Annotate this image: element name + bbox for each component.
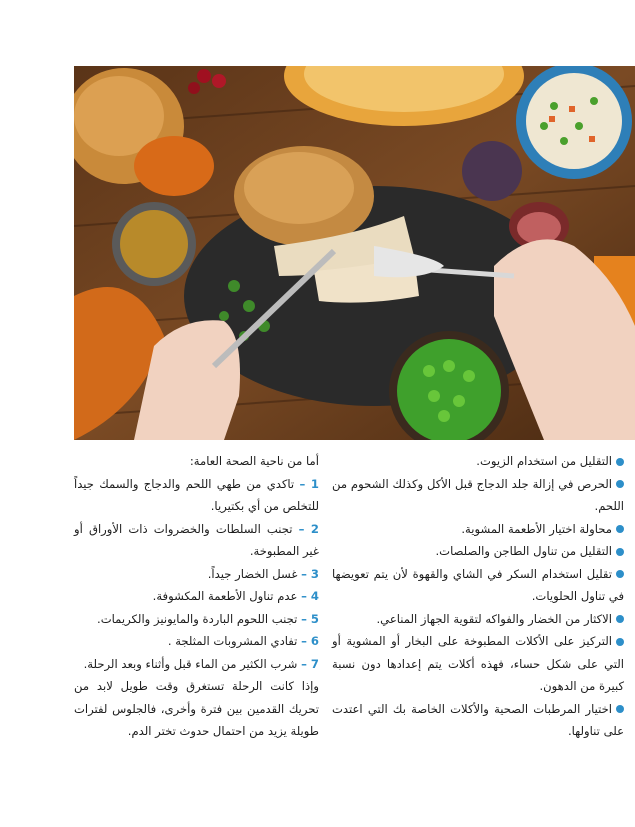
bullet-icon <box>616 458 624 466</box>
closing-paragraph: وإذا كانت الرحلة تستغرق وقت طويل لابد من تحريك القدمين بين فترة وأخرى، فالجلوس لفترات طويلة يزيد من احتمال حدوث تختر الدم. <box>74 679 319 738</box>
section-heading: أما من ناحية الصحة العامة: <box>189 454 319 468</box>
right-column <box>332 450 624 743</box>
left-column <box>74 450 319 743</box>
list-item: التقليل من تناول الطاجن والصلصات. <box>332 540 624 563</box>
numbered-item: 3 – غسل الخضار جيداً. <box>207 566 319 581</box>
list-item: التركيز على الأكلات المطبوخة على البخار أو المشوية أو التي على شكل حساء، فهذه أكلات يتم إعدادها دون نسبة كبيرة من الدهون. <box>332 634 624 693</box>
bullet-icon <box>616 570 624 578</box>
bullet-icon <box>616 638 624 646</box>
food-table-photo <box>74 66 635 440</box>
list-item: الحرص في إزالة جلد الدجاج قبل الأكل وكذلك الشحوم من اللحم. <box>332 476 624 513</box>
list-item: اختيار المرطبات الصحية والأكلات الخاصة بك التي اعتدت على تناولها. <box>332 701 624 738</box>
bullet-icon <box>616 480 624 488</box>
numbered-item: 4 – عدم تناول الأطعمة المكشوفة. <box>152 589 319 603</box>
bullet-icon <box>616 705 624 713</box>
bullet-icon <box>616 615 624 623</box>
numbered-item: 1 – تاكدي من طهي اللحم والدجاج والسمك جيداً للتخلص من أي بكتيريا. <box>74 476 319 513</box>
numbered-item: 6 – تفادي المشروبات المثلجة . <box>167 634 319 648</box>
numbered-item: 7 – شرب الكثير من الماء قبل وأثناء وبعد الرحلة. <box>83 656 319 671</box>
list-item: التقليل من استخدام الزيوت. <box>332 450 624 473</box>
numbered-item: 5 – تجنب اللحوم الباردة والمايونيز والكريمات. <box>97 611 319 626</box>
bullet-icon <box>616 525 624 533</box>
bullet-icon <box>616 548 624 556</box>
list-item: الاكثار من الخضار والفواكه لتقوية الجهاز المناعي. <box>332 608 624 631</box>
list-item: تقليل استخدام السكر في الشاي والقهوة لأن يتم تعويضها في تناول الحلويات. <box>332 566 624 603</box>
numbered-item: 2 – تجنب السلطات والخضروات ذات الأوراق أو غير المطبوخة. <box>74 521 319 558</box>
list-item: محاولة اختيار الأطعمة المشوية. <box>332 518 624 541</box>
